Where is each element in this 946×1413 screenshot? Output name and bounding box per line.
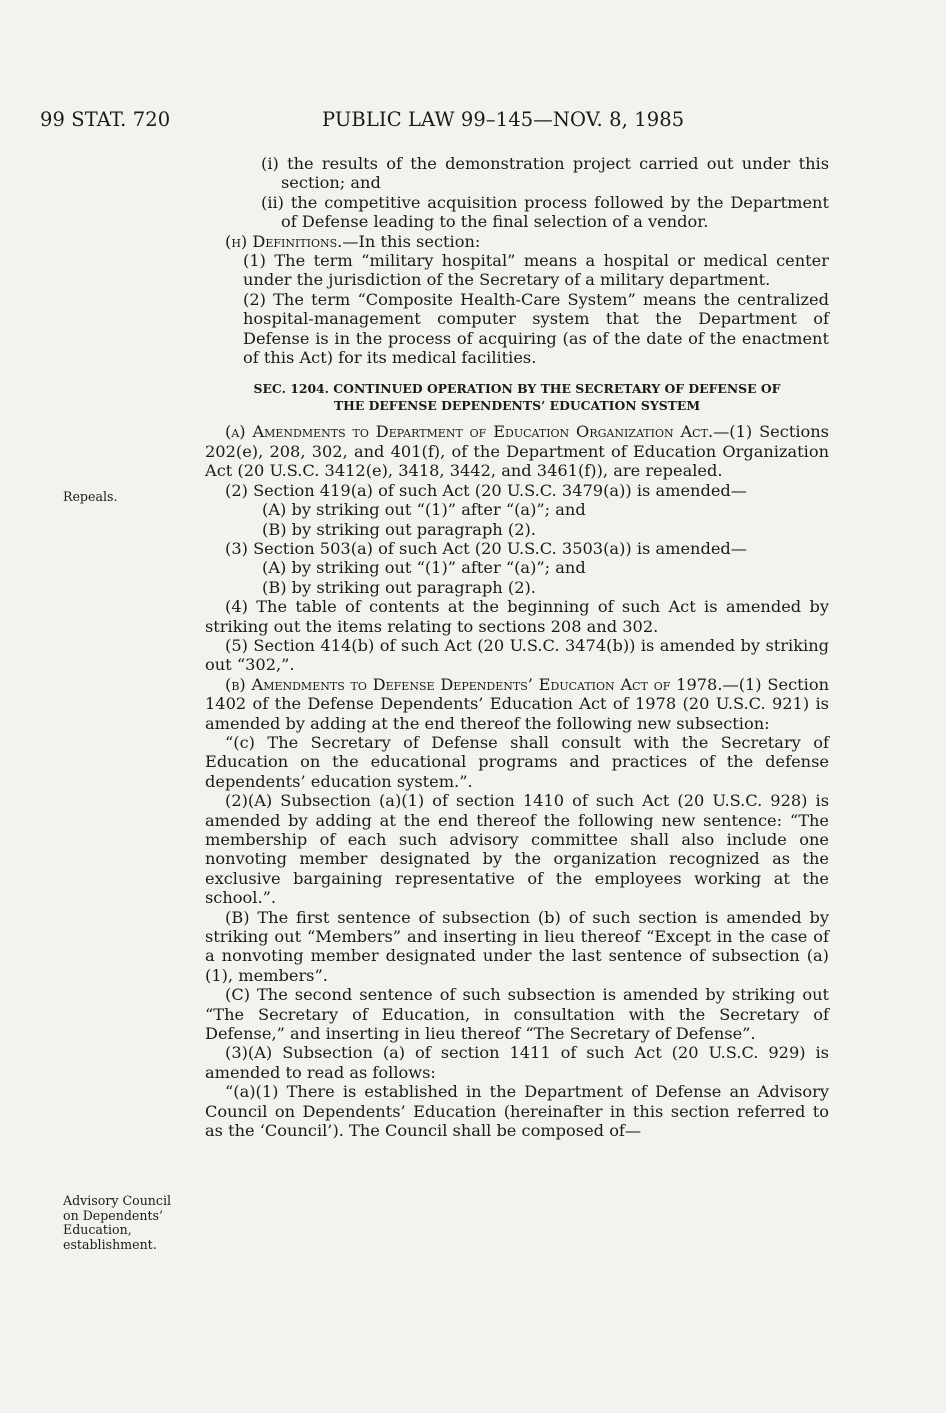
paragraph-a-2-A: (A) by striking out “(1)” after “(a)”; and [262, 500, 586, 520]
margin-note-repeals: Repeals. [63, 489, 118, 504]
paragraph-a-2: (2) Section 419(a) of such Act (20 U.S.C. 3479(a)) is amended— [225, 480, 747, 500]
paragraph-b-3A: (3)(A) Subsection (a) of section 1411 of such Act (20 U.S.C. 929) is amended to read as follows: [205, 1043, 829, 1082]
section-heading [205, 380, 829, 414]
subsection-a-text: —(1) Sections 202(e), 208, 302, and 401(f), of the Department of Education Organization Act (20 U.S.C. 3412(e), 3418, 3442, and 3461(f)), are repealed. [205, 422, 829, 481]
paragraph-a-3: (3) Section 503(a) of such Act (20 U.S.C. 3503(a)) is amended— [225, 538, 747, 558]
margin-note-advisory-council [63, 1194, 171, 1252]
paragraph-a-3-A: (A) by striking out “(1)” after “(a)”; and [262, 558, 586, 578]
subsection-h-heading: (h) Definitions. [225, 231, 343, 251]
paragraph-a-5: (5) Section 414(b) of such Act (20 U.S.C. 3474(b)) is amended by striking out “302,”. [205, 635, 829, 675]
paragraph-g-i: (i) the results of the demonstration project carried out under this section; and [261, 154, 829, 193]
subsection-h [205, 232, 829, 251]
paragraph-b-2C: (C) The second sentence of such subsection is amended by striking out “The Secretary of Education, in consultation with the Secretary of Defense,” and inserting in lieu thereof “The Secretary of Defense”. [205, 985, 829, 1044]
paragraph-a-4: (4) The table of contents at the beginning of such Act is amended by striking out the items relating to sections 208 and 302. [205, 597, 829, 636]
paragraph-b-2A: (2)(A) Subsection (a)(1) of section 1410 of such Act (20 U.S.C. 928) is amended by adding at the end thereof the following new sentence: “The membership of each such advisory committee shall also include one nonvoting member designated by the organization recognized as the exclusive bargaining representative of the employees working at the school.”. [205, 791, 829, 908]
subsection-h-text: —In this section: [342, 231, 481, 251]
body-column [205, 154, 829, 1141]
subsection-b [205, 675, 829, 733]
paragraph-h-1: (1) The term “military hospital” means a hospital or medical center under the jurisdiction of the Secretary of a military department. [243, 251, 829, 290]
quoted-subsection-c: “(c) The Secretary of Defense shall consult with the Secretary of Education on the educational programs and practices of the defense dependents’ education system.”. [205, 732, 829, 791]
margin-note-line: Education, [63, 1222, 132, 1238]
section-heading-line: THE DEFENSE DEPENDENTS’ EDUCATION SYSTEM [333, 398, 701, 414]
subsection-b-heading: (b) Amendments to Defense Dependents’ Education Act of 1978. [225, 674, 723, 694]
paragraph-h-2: (2) The term “Composite Health-Care System” means the centralized hospital-management computer system that the Department of Defense is in the process of acquiring (as of the date of the enactment of this Act) for its medical facilities. [243, 289, 829, 368]
subsection-a [205, 422, 829, 480]
section-heading-line: SEC. 1204. CONTINUED OPERATION BY THE SECRETARY OF DEFENSE OF [253, 381, 781, 397]
margin-note-line: establishment. [63, 1236, 157, 1252]
paragraph-g-ii: (ii) the competitive acquisition process followed by the Department of Defense leading to the final selection of a vendor. [261, 192, 829, 232]
margin-note-line: Advisory Council [63, 1193, 172, 1208]
public-law-header: PUBLIC LAW 99–145—NOV. 8, 1985 [322, 108, 685, 131]
quoted-subsection-a-1: “(a)(1) There is established in the Department of Defense an Advisory Council on Dependents’ Education (hereinafter in this section referred to as the ‘Council’). The Council shall be composed of— [205, 1082, 829, 1141]
paragraph-b-2B: (B) The first sentence of subsection (b) of such section is amended by striking out “Members” and inserting in lieu thereof “Except in the case of a nonvoting member designated under the last sentence of subsection (a)(1), members”. [205, 907, 829, 985]
subsection-b-text: —(1) Section 1402 of the Defense Dependents’ Education Act of 1978 (20 U.S.C. 921) is amended by adding at the end thereof the following new subsection: [205, 674, 830, 733]
subsection-a-heading: (a) Amendments to Department of Education Organization Act. [225, 422, 714, 442]
margin-note-line: on Dependents’ [63, 1207, 164, 1223]
page-number-header: 99 STAT. 720 [40, 108, 171, 131]
paragraph-a-2-B: (B) by striking out paragraph (2). [262, 519, 536, 539]
paragraph-a-3-B: (B) by striking out paragraph (2). [262, 577, 536, 597]
